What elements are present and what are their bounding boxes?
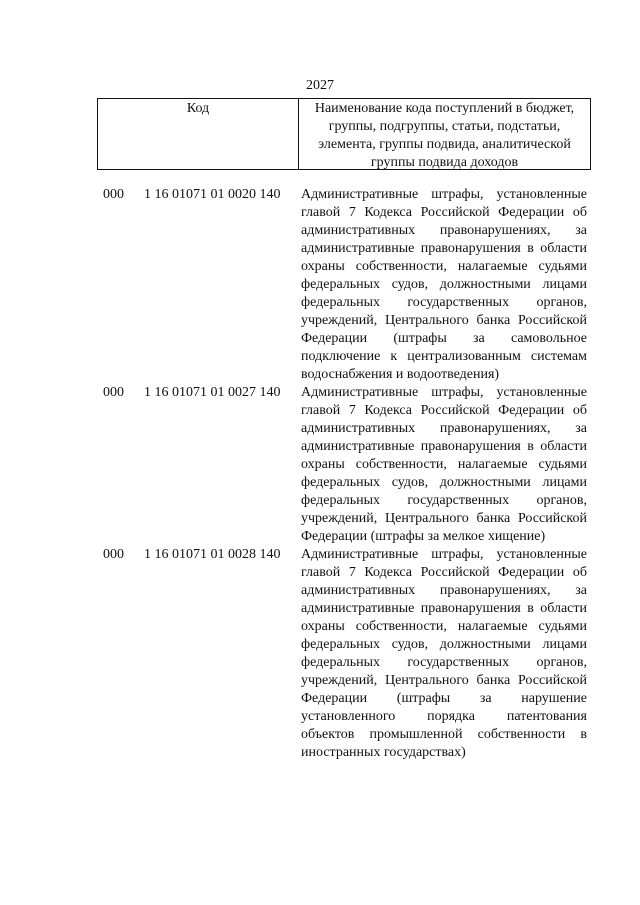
table-header	[97, 98, 591, 170]
row-admin-code: 000	[103, 187, 124, 202]
row-description: Административные штрафы, установленные главой 7 Кодекса Российской Федерации об административных правонарушениях, за административные правонарушения в области охраны собственности, налагаемые судьями федеральных судов, должностными лицами федеральных государственных органов, учреждений, Центрального банка Российской Федерации (штрафы за мелкое хищение)	[301, 385, 587, 544]
row-description: Административные штрафы, установленные главой 7 Кодекса Российской Федерации об административных правонарушениях, за административные правонарушения в области охраны собственности, налагаемые судьями федеральных судов, должностными лицами федеральных государственных органов, учреждений, Центрального банка Российской Федерации (штрафы за нарушение установленного порядка патентования объектов промышленной собственности в иностранных государствах)	[301, 547, 587, 760]
table-row	[0, 186, 640, 384]
page-number: 2027	[306, 78, 334, 93]
row-budget-code: 1 16 01071 01 0028 140	[144, 547, 281, 562]
table-row	[0, 546, 640, 762]
row-budget-code: 1 16 01071 01 0027 140	[144, 385, 281, 400]
row-description: Административные штрафы, установленные главой 7 Кодекса Российской Федерации об административных правонарушениях, за административные правонарушения в области охраны собственности, налагаемые судьями федеральных судов, должностными лицами федеральных государственных органов, учреждений, Центрального банка Российской Федерации (штрафы за самовольное подключение к централизованным системам водоснабжения и водоотведения)	[301, 187, 587, 382]
row-admin-code: 000	[103, 547, 124, 562]
row-budget-code: 1 16 01071 01 0020 140	[144, 187, 281, 202]
row-admin-code: 000	[103, 385, 124, 400]
table-row	[0, 384, 640, 546]
header-code-column: Код	[98, 99, 299, 169]
table-body	[0, 186, 640, 762]
header-name-column: Наименование кода поступлений в бюджет, группы, подгруппы, статьи, подстатьи, элемента, группы подвида, аналитической группы подвида доходов	[314, 101, 575, 170]
